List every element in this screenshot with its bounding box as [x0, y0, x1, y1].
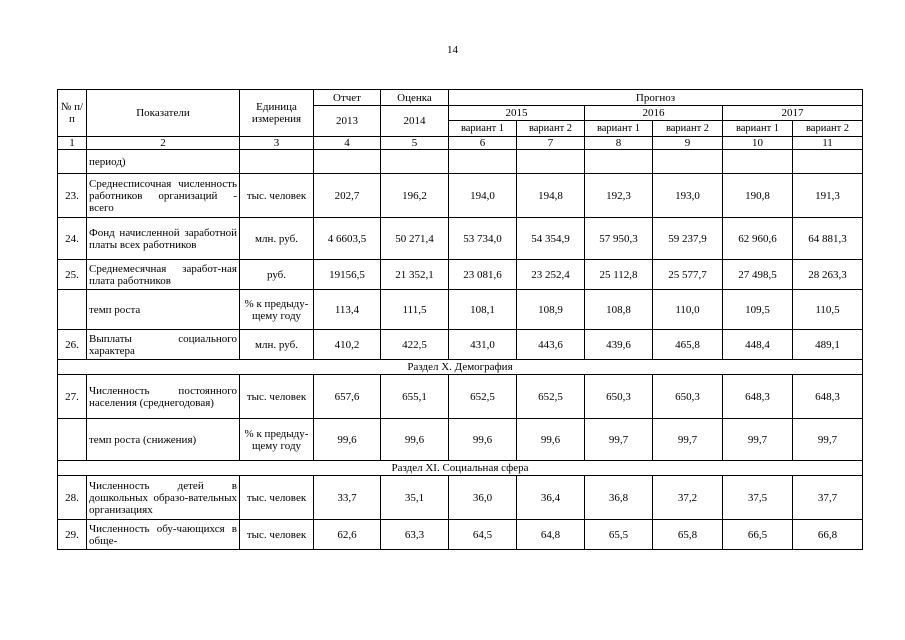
table-row [58, 419, 863, 461]
row-number: 28. [58, 476, 87, 520]
value-cell: 191,3 [793, 174, 863, 218]
value-cell: 443,6 [517, 330, 585, 360]
table-row [58, 290, 863, 330]
value-cell: 652,5 [449, 375, 517, 419]
column-number: 3 [240, 137, 314, 150]
value-cell: 655,1 [381, 375, 449, 419]
header-year-2016: 2016 [585, 106, 723, 121]
value-cell: 53 734,0 [449, 218, 517, 260]
indicator-name: Выплаты социального характера [87, 330, 240, 360]
value-cell [723, 150, 793, 174]
value-cell: 64,8 [517, 520, 585, 550]
value-cell: 50 271,4 [381, 218, 449, 260]
unit-cell: тыс. человек [240, 174, 314, 218]
indicator-name: Численность детей в дошкольных образо-вательных организациях [87, 476, 240, 520]
table-row [58, 260, 863, 290]
section-row [58, 360, 863, 375]
value-cell: 37,2 [653, 476, 723, 520]
value-cell [653, 150, 723, 174]
page-number: 14 [447, 44, 458, 56]
header-indicators: Показатели [87, 90, 240, 137]
indicator-name: темп роста [87, 290, 240, 330]
value-cell: 448,4 [723, 330, 793, 360]
value-cell: 99,6 [449, 419, 517, 461]
unit-cell: % к предыду-щему году [240, 290, 314, 330]
table-body [58, 90, 863, 550]
table-row [58, 476, 863, 520]
column-number: 5 [381, 137, 449, 150]
unit-cell: % к предыду-щему году [240, 419, 314, 461]
column-number: 1 [58, 137, 87, 150]
value-cell: 65,8 [653, 520, 723, 550]
value-cell: 37,7 [793, 476, 863, 520]
value-cell: 431,0 [449, 330, 517, 360]
value-cell: 64 881,3 [793, 218, 863, 260]
indicator-name: Среднесписочная численность работников организаций - всего [87, 174, 240, 218]
value-cell: 35,1 [381, 476, 449, 520]
value-cell: 108,9 [517, 290, 585, 330]
value-cell: 489,1 [793, 330, 863, 360]
value-cell: 25 112,8 [585, 260, 653, 290]
indicator-name: Среднемесячная заработ-ная плата работников [87, 260, 240, 290]
value-cell [517, 150, 585, 174]
row-number [58, 290, 87, 330]
header-estimate: Оценка [381, 90, 449, 106]
indicator-name: Численность обу-чающихся в обще- [87, 520, 240, 550]
section-row [58, 461, 863, 476]
value-cell: 64,5 [449, 520, 517, 550]
column-number: 6 [449, 137, 517, 150]
header-year-2013: 2013 [314, 106, 381, 137]
header-year-2014: 2014 [381, 106, 449, 137]
table-row [58, 150, 863, 174]
value-cell: 99,7 [723, 419, 793, 461]
column-number: 2 [87, 137, 240, 150]
value-cell: 650,3 [585, 375, 653, 419]
column-number: 4 [314, 137, 381, 150]
value-cell: 99,7 [793, 419, 863, 461]
value-cell: 54 354,9 [517, 218, 585, 260]
value-cell: 111,5 [381, 290, 449, 330]
value-cell: 28 263,3 [793, 260, 863, 290]
header-year-2017: 2017 [723, 106, 863, 121]
table-row [58, 218, 863, 260]
value-cell: 37,5 [723, 476, 793, 520]
value-cell: 648,3 [793, 375, 863, 419]
indicator-name: Фонд начисленной заработной платы всех работников [87, 218, 240, 260]
value-cell: 110,5 [793, 290, 863, 330]
value-cell: 113,4 [314, 290, 381, 330]
row-number [58, 150, 87, 174]
section-heading-social: Раздел XI. Социальная сфера [58, 461, 863, 476]
value-cell: 4 6603,5 [314, 218, 381, 260]
unit-cell: тыс. человек [240, 476, 314, 520]
value-cell: 99,6 [314, 419, 381, 461]
unit-cell: тыс. человек [240, 375, 314, 419]
unit-cell [240, 150, 314, 174]
value-cell: 108,8 [585, 290, 653, 330]
value-cell [381, 150, 449, 174]
table-row [58, 330, 863, 360]
value-cell: 652,5 [517, 375, 585, 419]
value-cell: 36,0 [449, 476, 517, 520]
row-number: 25. [58, 260, 87, 290]
row-number: 26. [58, 330, 87, 360]
row-number: 29. [58, 520, 87, 550]
header-forecast: Прогноз [449, 90, 863, 106]
indicator-name: Численность постоянного населения (среднегодовая) [87, 375, 240, 419]
value-cell [793, 150, 863, 174]
value-cell [585, 150, 653, 174]
value-cell: 65,5 [585, 520, 653, 550]
value-cell: 194,0 [449, 174, 517, 218]
value-cell: 465,8 [653, 330, 723, 360]
column-number: 9 [653, 137, 723, 150]
value-cell: 19156,5 [314, 260, 381, 290]
value-cell [314, 150, 381, 174]
table-row [58, 375, 863, 419]
value-cell: 23 252,4 [517, 260, 585, 290]
column-number: 10 [723, 137, 793, 150]
header-variant: вариант 1 [449, 121, 517, 137]
value-cell: 410,2 [314, 330, 381, 360]
unit-cell: руб. [240, 260, 314, 290]
value-cell: 99,6 [517, 419, 585, 461]
value-cell: 99,7 [585, 419, 653, 461]
value-cell: 57 950,3 [585, 218, 653, 260]
section-heading-demography: Раздел X. Демография [58, 360, 863, 375]
value-cell: 196,2 [381, 174, 449, 218]
header-variant: вариант 1 [723, 121, 793, 137]
forecast-table [57, 89, 863, 550]
indicator-name: период) [87, 150, 240, 174]
unit-cell: млн. руб. [240, 218, 314, 260]
header-variant: вариант 1 [585, 121, 653, 137]
value-cell: 27 498,5 [723, 260, 793, 290]
unit-cell: млн. руб. [240, 330, 314, 360]
value-cell: 25 577,7 [653, 260, 723, 290]
value-cell: 657,6 [314, 375, 381, 419]
table-row [58, 174, 863, 218]
value-cell: 650,3 [653, 375, 723, 419]
value-cell: 33,7 [314, 476, 381, 520]
value-cell: 66,5 [723, 520, 793, 550]
indicator-name: темп роста (снижения) [87, 419, 240, 461]
value-cell: 422,5 [381, 330, 449, 360]
value-cell: 109,5 [723, 290, 793, 330]
value-cell: 648,3 [723, 375, 793, 419]
value-cell: 439,6 [585, 330, 653, 360]
row-number: 24. [58, 218, 87, 260]
row-number [58, 419, 87, 461]
value-cell: 202,7 [314, 174, 381, 218]
column-number: 11 [793, 137, 863, 150]
header-num: № п/п [58, 90, 87, 137]
column-numbers-row [58, 137, 863, 150]
unit-cell: тыс. человек [240, 520, 314, 550]
value-cell: 36,4 [517, 476, 585, 520]
header-unit: Единица измерения [240, 90, 314, 137]
value-cell: 36,8 [585, 476, 653, 520]
value-cell: 23 081,6 [449, 260, 517, 290]
value-cell: 62,6 [314, 520, 381, 550]
value-cell: 21 352,1 [381, 260, 449, 290]
header-report: Отчет [314, 90, 381, 106]
value-cell: 59 237,9 [653, 218, 723, 260]
header-variant: вариант 2 [793, 121, 863, 137]
value-cell: 108,1 [449, 290, 517, 330]
value-cell: 194,8 [517, 174, 585, 218]
row-number: 23. [58, 174, 87, 218]
table-row [58, 520, 863, 550]
value-cell: 66,8 [793, 520, 863, 550]
row-number: 27. [58, 375, 87, 419]
value-cell: 99,6 [381, 419, 449, 461]
header-variant: вариант 2 [517, 121, 585, 137]
value-cell: 110,0 [653, 290, 723, 330]
value-cell: 193,0 [653, 174, 723, 218]
value-cell [449, 150, 517, 174]
column-number: 7 [517, 137, 585, 150]
header-year-2015: 2015 [449, 106, 585, 121]
value-cell: 192,3 [585, 174, 653, 218]
value-cell: 99,7 [653, 419, 723, 461]
value-cell: 190,8 [723, 174, 793, 218]
column-number: 8 [585, 137, 653, 150]
header-variant: вариант 2 [653, 121, 723, 137]
value-cell: 63,3 [381, 520, 449, 550]
value-cell: 62 960,6 [723, 218, 793, 260]
